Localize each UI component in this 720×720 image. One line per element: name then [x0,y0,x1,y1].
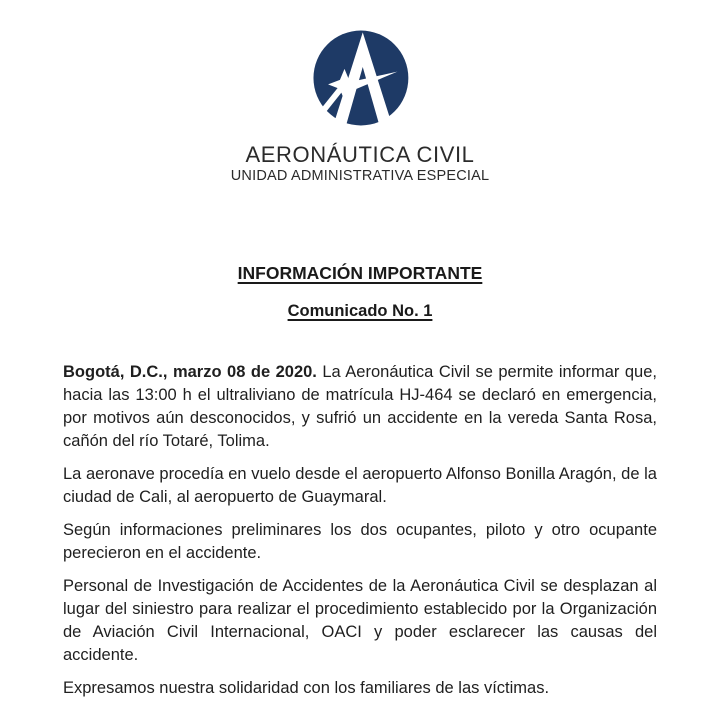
org-subtitle: UNIDAD ADMINISTRATIVA ESPECIAL [230,168,490,184]
body-paragraph: Expresamos nuestra solidaridad con los familiares de las víctimas. [63,679,550,697]
aerocivil-logo-icon [302,26,418,130]
org-name: AERONÁUTICA CIVIL [245,142,475,167]
body-paragraph: Bogotá, D.C., marzo 08 de 2020. La Aeronáutica Civil se permite informar que, hacia las 13:00 h el ultraliviano de matrícula HJ-464 se declaró en emergencia, por motivos aún desconocidos, y sufrió un accidente en la vereda Santa Rosa, cañón del río Totaré, Tolima. [63,363,657,450]
body-paragraph: Según informaciones preliminares los dos ocupantes, piloto y otro ocupante perecieron en el accidente. [63,521,657,562]
document-title: INFORMACIÓN IMPORTANTE [237,263,483,283]
document-subtitle: Comunicado No. 1 [287,302,433,320]
paragraph-date-lead: Bogotá, D.C., marzo 08 de 2020. [63,363,317,381]
document-body [63,361,657,700]
body-paragraph: Personal de Investigación de Accidentes de la Aeronáutica Civil se desplazan al lugar del siniestro para realizar el procedimiento establecido por la Organización de Aviación Civil Internacional, OACI y poder esclarecer las causas del accidente. [63,577,657,664]
document-header [0,0,720,185]
body-paragraph: La aeronave procedía en vuelo desde el aeropuerto Alfonso Bonilla Aragón, de la ciudad de Cali, al aeropuerto de Guaymaral. [63,465,657,506]
